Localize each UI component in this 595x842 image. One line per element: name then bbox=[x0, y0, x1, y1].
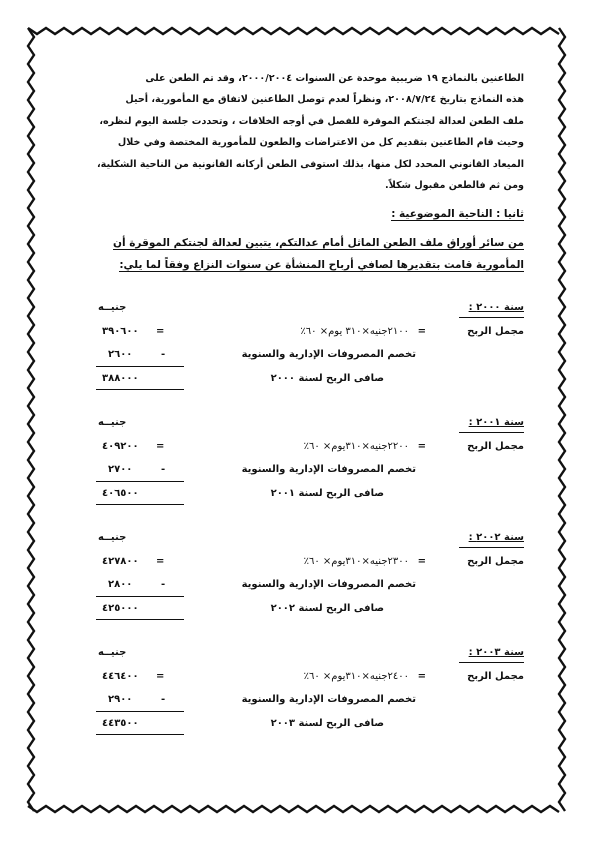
year-block bbox=[78, 647, 524, 762]
paragraph-line: الطاعنين بالنماذج ١٩ ضريبية موحدة عن السنوات ٢٠٠٠/٢٠٠٤، وقد تم الطعن على bbox=[145, 73, 524, 84]
equals-sign: = bbox=[417, 556, 426, 568]
total-line bbox=[96, 504, 184, 505]
intro-line bbox=[78, 254, 524, 276]
minus-sign: - bbox=[161, 464, 166, 476]
year-block bbox=[78, 532, 524, 647]
gross-value: ٤٤٦٤٠٠ bbox=[102, 671, 139, 683]
year-label: سنة ٢٠٠٣ : bbox=[468, 647, 524, 659]
currency-label: جنيــه bbox=[98, 417, 127, 429]
year-underline bbox=[459, 662, 524, 663]
total-line bbox=[96, 619, 184, 620]
net-label: صافى الربح لسنة ٢٠٠١ bbox=[270, 488, 384, 500]
net-label: صافى الربح لسنة ٢٠٠٣ bbox=[270, 718, 384, 730]
equals-sign: = bbox=[417, 441, 426, 453]
intro-line bbox=[78, 232, 524, 254]
equals-sign: = bbox=[417, 671, 426, 683]
net-value: ٤٢٥٠٠٠ bbox=[102, 603, 139, 615]
sum-line bbox=[96, 596, 184, 597]
gross-formula: ٢٢٠٠جنيه×٣١٠يوم× ٦٠٪ bbox=[303, 441, 409, 453]
currency-label: جنيــه bbox=[98, 647, 127, 659]
yearly-calculations bbox=[78, 302, 524, 762]
sum-line bbox=[96, 481, 184, 482]
year-label: سنة ٢٠٠٢ : bbox=[468, 532, 524, 544]
border-zigzag-edge bbox=[559, 28, 565, 811]
net-label: صافى الربح لسنة ٢٠٠٢ bbox=[270, 603, 384, 615]
intro-paragraph bbox=[78, 232, 524, 276]
border-zigzag-edge bbox=[28, 28, 559, 34]
year-underline bbox=[459, 432, 524, 433]
section-heading-text: ثانيا : الناحية الموضوعية : bbox=[391, 208, 524, 221]
intro-line-text: المأمورية قامت بتقديرها لصافي أرباح المنشأة عن سنوات النزاع وفقاً لما يلي: bbox=[119, 259, 524, 272]
sum-line bbox=[96, 366, 184, 367]
equals-sign: = bbox=[156, 671, 165, 683]
expenses-value: ٢٩٠٠ bbox=[108, 694, 133, 706]
paragraph-line: ومن ثم فالطعن مقبول شكلاً. bbox=[385, 180, 524, 192]
expenses-label: تخصم المصروفات الإدارية والسنوية bbox=[241, 464, 416, 476]
net-value: ٤٠٦٥٠٠ bbox=[102, 488, 139, 500]
net-label: صافى الربح لسنة ٢٠٠٠ bbox=[270, 373, 384, 385]
border-zigzag-edge bbox=[28, 28, 34, 811]
net-value: ٤٤٣٥٠٠ bbox=[102, 718, 139, 730]
gross-formula: ٢١٠٠جنيه×٣١٠ يوم× ٦٠٪ bbox=[300, 326, 409, 338]
year-block bbox=[78, 302, 524, 417]
paragraph-line: ملف الطعن لعدالة لجنتكم الموقرة للفصل في أوجه الخلافات ، وتحددت جلسة اليوم لنظره، bbox=[99, 115, 524, 127]
paragraph-line: الميعاد القانوني المحدد لكل منها، بذلك استوفى الطعن أركانه القانونية من الناحية الشكلية، bbox=[97, 158, 524, 170]
minus-sign: - bbox=[161, 349, 166, 361]
total-line bbox=[96, 734, 184, 735]
expenses-value: ٢٧٠٠ bbox=[108, 464, 133, 476]
currency-label: جنيــه bbox=[98, 302, 127, 314]
minus-sign: - bbox=[161, 579, 166, 591]
year-underline bbox=[459, 317, 524, 318]
expenses-value: ٢٨٠٠ bbox=[108, 579, 133, 591]
gross-formula: ٢٤٠٠جنيه×٣١٠يوم× ٦٠٪ bbox=[303, 671, 409, 683]
gross-label: مجمل الربح bbox=[467, 441, 524, 453]
gross-value: ٤٢٧٨٠٠ bbox=[102, 556, 139, 568]
expenses-label: تخصم المصروفات الإدارية والسنوية bbox=[241, 349, 416, 361]
gross-label: مجمل الربح bbox=[467, 671, 524, 683]
gross-label: مجمل الربح bbox=[467, 326, 524, 338]
section-heading bbox=[78, 208, 524, 226]
border-zigzag-edge bbox=[28, 806, 559, 812]
net-value: ٣٨٨٠٠٠ bbox=[102, 373, 139, 385]
paragraph-line: وحيث قام الطاعنين بتقديم كل من الاعتراضات والطعون للمأمورية المختصة وفي خلال bbox=[117, 137, 524, 149]
year-label: سنة ٢٠٠٠ : bbox=[468, 302, 524, 314]
sum-line bbox=[96, 711, 184, 712]
gross-value: ٣٩٠٦٠٠ bbox=[102, 326, 139, 338]
equals-sign: = bbox=[156, 556, 165, 568]
expenses-label: تخصم المصروفات الإدارية والسنوية bbox=[241, 579, 416, 591]
gross-value: ٤٠٩٢٠٠ bbox=[102, 441, 139, 453]
year-underline bbox=[459, 547, 524, 548]
equals-sign: = bbox=[156, 326, 165, 338]
year-label: سنة ٢٠٠١ : bbox=[468, 417, 524, 429]
minus-sign: - bbox=[161, 694, 166, 706]
expenses-label: تخصم المصروفات الإدارية والسنوية bbox=[241, 694, 416, 706]
equals-sign: = bbox=[156, 441, 165, 453]
equals-sign: = bbox=[417, 326, 426, 338]
currency-label: جنيــه bbox=[98, 532, 127, 544]
gross-formula: ٢٣٠٠جنيه×٣١٠يوم× ٦٠٪ bbox=[303, 556, 409, 568]
year-block bbox=[78, 417, 524, 532]
document-body bbox=[78, 68, 524, 762]
expenses-value: ٢٦٠٠ bbox=[108, 349, 133, 361]
procedural-paragraph bbox=[78, 68, 524, 196]
total-line bbox=[96, 389, 184, 390]
intro-line-text: من سائر أوراق ملف الطعن الماثل أمام عدالتكم، يتبين لعدالة لجنتكم الموقرة أن bbox=[113, 237, 524, 250]
gross-label: مجمل الربح bbox=[467, 556, 524, 568]
paragraph-line: هذه النماذج بتاريخ ٢٠٠٨/٧/٢٤، ونظراً لعدم توصل الطاعنين لاتفاق مع المأمورية، أحيل bbox=[125, 94, 524, 106]
